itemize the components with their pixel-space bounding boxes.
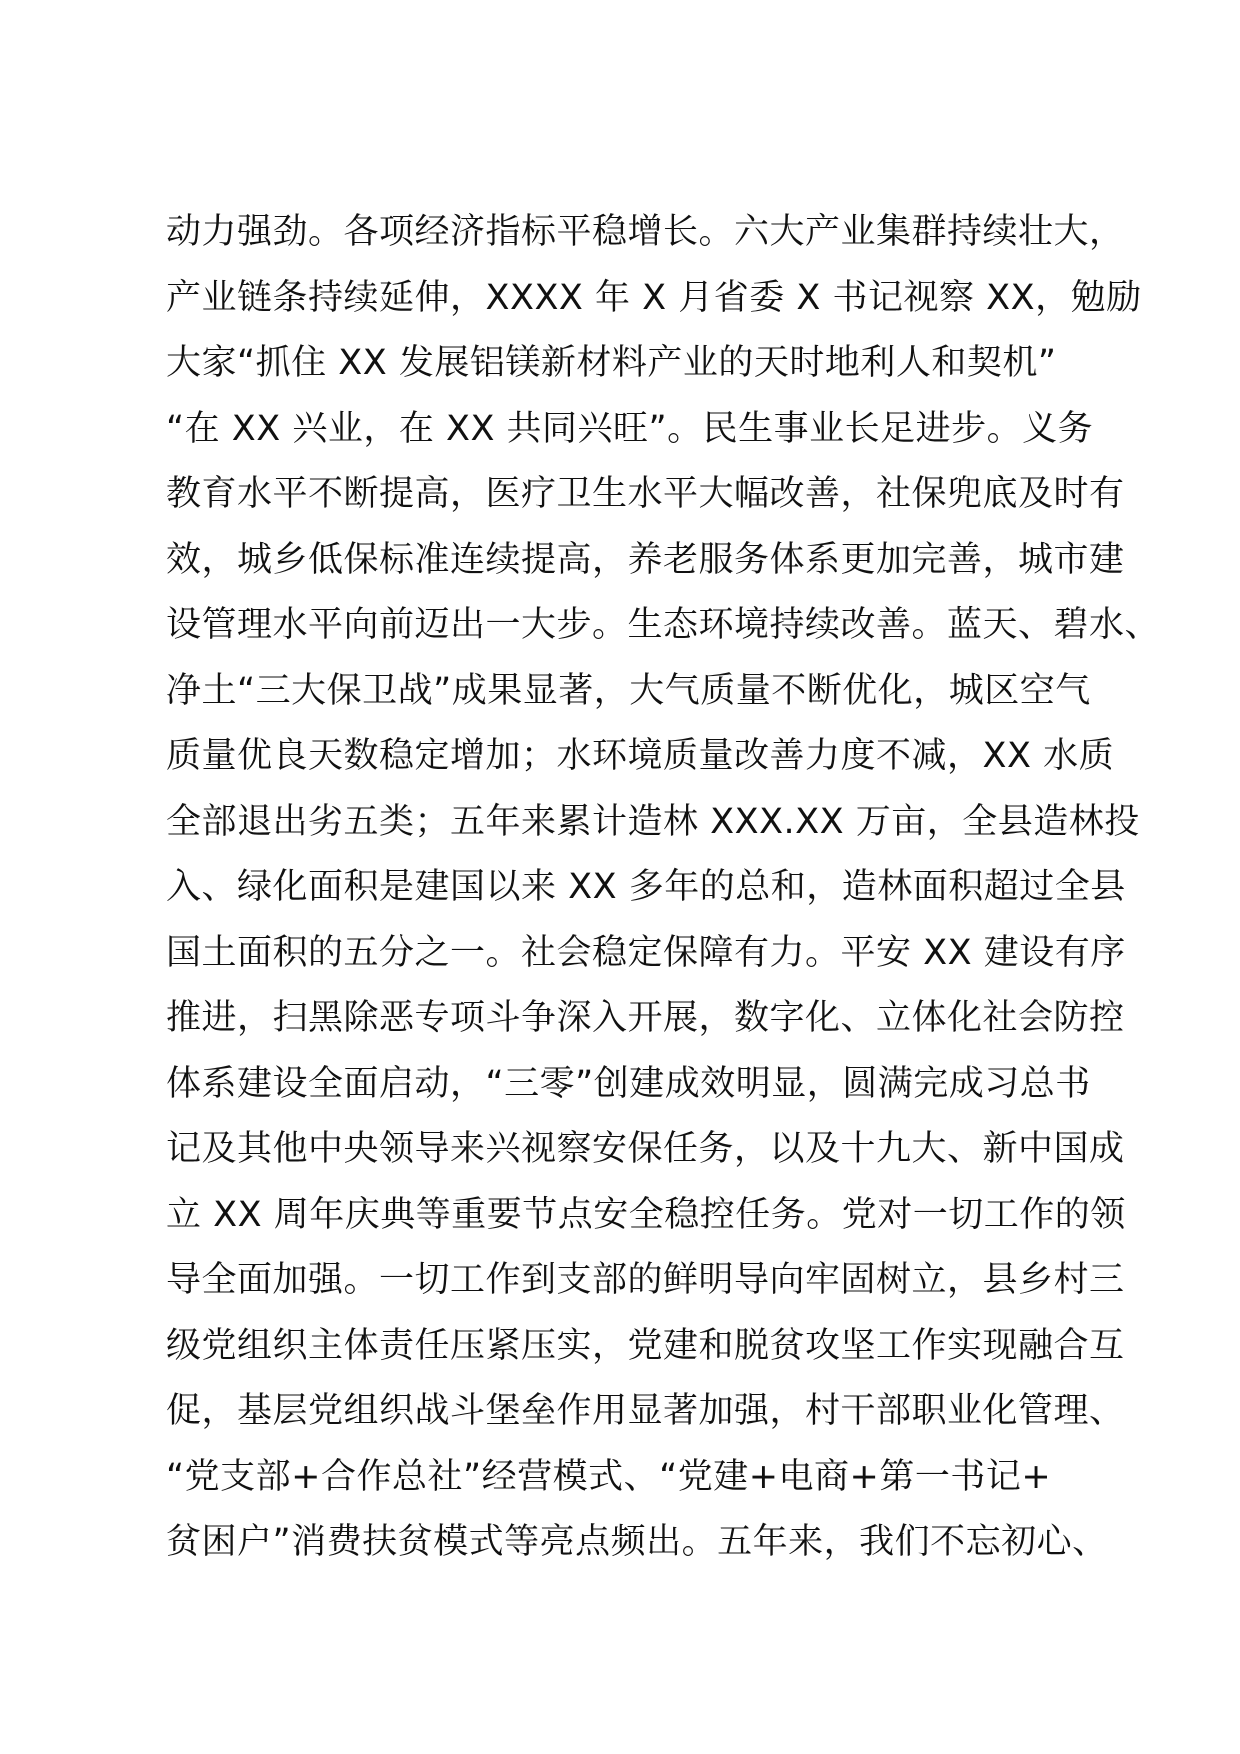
text-line: 全部退出劣五类；五年来累计造林 XXX.XX 万亩，全县造林投 xyxy=(166,801,1140,842)
text-line: 促，基层党组织战斗堡垒作用显著加强，村干部职业化管理、 xyxy=(166,1391,1125,1431)
text-line: “在 XX 兴业，在 XX 共同兴旺”。民生事业长足进步。义务 xyxy=(166,408,1094,449)
text-line: 国土面积的五分之一。社会稳定保障有力。平安 XX 建设有序 xyxy=(166,932,1126,973)
text-line: “党支部+合作总社”经营模式、“党建+电商+第一书记+ xyxy=(166,1456,1052,1497)
text-line: 大家“抓住 XX 发展铝镁新材料产业的天时地利人和契机” xyxy=(166,343,1057,383)
text-line: 立 XX 周年庆典等重要节点安全稳控任务。党对一切工作的领 xyxy=(166,1194,1126,1235)
text-line: 设管理水平向前迈出一大步。生态环境持续改善。蓝天、碧水、 xyxy=(166,605,1161,645)
text-line: 记及其他中央领导来兴视察安保任务，以及十九大、新中国成 xyxy=(166,1129,1125,1169)
text-line: 质量优良天数稳定增加；水环境质量改善力度不减，XX 水质 xyxy=(166,736,1115,776)
body-text xyxy=(166,200,1161,1576)
text-line: 净土“三大保卫战”成果显著，大气质量不断优化，城区空气 xyxy=(166,670,1091,711)
text-line: 效，城乡低保标准连续提高，养老服务体系更加完善，城市建 xyxy=(166,539,1125,580)
text-line: 贫困户”消费扶贫模式等亮点频出。五年来，我们不忘初心、 xyxy=(166,1522,1108,1562)
text-line: 推进，扫黑除恶专项斗争深入开展，数字化、立体化社会防控 xyxy=(166,998,1125,1038)
text-line: 动力强劲。各项经济指标平稳增长。六大产业集群持续壮大， xyxy=(166,212,1125,252)
text-line: 级党组织主体责任压紧压实，党建和脱贫攻坚工作实现融合互 xyxy=(166,1325,1125,1366)
text-line: 体系建设全面启动，“三零”创建成效明显，圆满完成习总书 xyxy=(166,1063,1091,1104)
text-line: 教育水平不断提高，医疗卫生水平大幅改善，社保兜底及时有 xyxy=(166,474,1125,514)
text-line: 导全面加强。一切工作到支部的鲜明导向牢固树立，县乡村三 xyxy=(166,1260,1125,1300)
text-line: 产业链条持续延伸，XXXX 年 X 月省委 X 书记视察 XX，勉励 xyxy=(166,277,1142,318)
text-line: 入、绿化面积是建国以来 XX 多年的总和，造林面积超过全县 xyxy=(166,867,1126,907)
